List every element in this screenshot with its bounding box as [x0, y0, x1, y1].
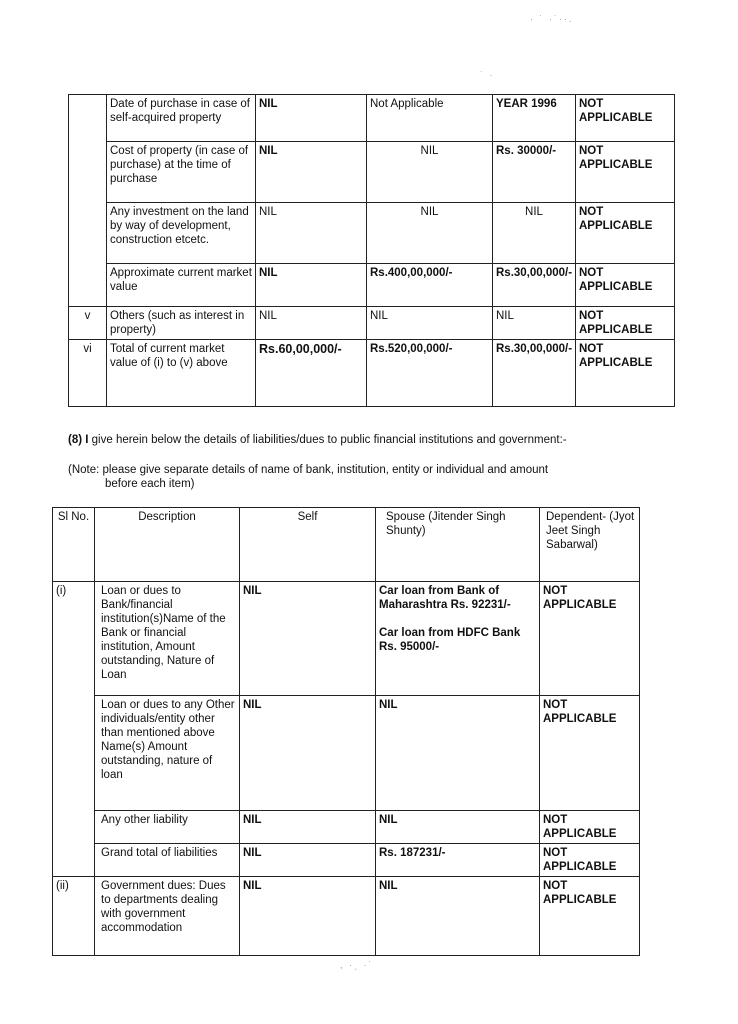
section-heading-text: give herein below the details of liabilities/dues to public financial institutions and government:- [88, 434, 567, 446]
table-row [53, 696, 640, 811]
spouse-loan-1: Car loan from Bank of Maharashtra Rs. 92231/- [379, 585, 511, 611]
dependent1-cell: Rs. 30000/- [493, 142, 576, 203]
spouse-cell: Rs.400,00,000/- [367, 264, 493, 307]
header-sl: Sl No. [53, 508, 95, 582]
spouse-cell: NIL [367, 307, 493, 340]
dependent2-cell: NOT APPLICABLE [576, 142, 675, 203]
sl-cell: v [69, 307, 107, 340]
dependent2-cell: NOT APPLICABLE [576, 95, 675, 142]
scan-mark: · ˙ ·˙··. [530, 14, 574, 24]
description-cell: Grand total of liabilities [95, 844, 240, 877]
table-row [53, 844, 640, 877]
spouse-cell: NIL [376, 877, 540, 956]
spouse-cell: NIL [376, 811, 540, 844]
table-row [53, 877, 640, 956]
dependent-cell: NOT APPLICABLE [540, 877, 640, 956]
property-table [68, 94, 675, 407]
table-row [69, 95, 675, 142]
description-cell: Cost of property (in case of purchase) at the time of purchase [107, 142, 256, 203]
self-cell: NIL [256, 95, 367, 142]
sl-cell: (ii) [53, 877, 95, 956]
self-cell: Rs.60,00,000/- [256, 340, 367, 407]
section-8-heading [68, 433, 567, 447]
dependent1-cell: NIL [493, 307, 576, 340]
header-dependent: Dependent- (Jyot Jeet Singh Sabarwal) [540, 508, 640, 582]
self-cell: NIL [256, 203, 367, 264]
dependent1-cell: YEAR 1996 [493, 95, 576, 142]
scan-mark: ˙ · [480, 70, 495, 80]
liabilities-table [52, 507, 640, 956]
spouse-loan-2: Car loan from HDFC Bank Rs. 95000/- [379, 627, 521, 653]
table-row [53, 582, 640, 696]
spouse-cell: NIL [367, 142, 493, 203]
dependent1-cell: Rs.30,00,000/- [493, 340, 576, 407]
self-cell: NIL [240, 696, 376, 811]
scan-mark: , ·ˏ ·˙ [340, 960, 374, 970]
spouse-cell: Rs. 187231/- [376, 844, 540, 877]
spouse-cell: NIL [367, 203, 493, 264]
header-self: Self [240, 508, 376, 582]
table-row [69, 203, 675, 264]
description-cell: Approximate current market value [107, 264, 256, 307]
dependent-cell: NOT APPLICABLE [540, 844, 640, 877]
header-spouse: Spouse (Jitender Singh Shunty) [376, 508, 540, 582]
self-cell: NIL [240, 844, 376, 877]
sl-cell: (i) [53, 582, 95, 696]
description-cell: Loan or dues to any Other individuals/entity other than mentioned above Name(s) Amount outstanding, nature of loan [95, 696, 240, 811]
section-number: (8) I [68, 434, 89, 446]
table-row [69, 142, 675, 203]
dependent-cell: NOT APPLICABLE [540, 696, 640, 811]
header-description: Description [95, 508, 240, 582]
note-line-1: (Note: please give separate details of name of bank, institution, entity or individual and amount [68, 464, 549, 476]
sl-cell [53, 844, 95, 877]
spouse-cell: Rs.520,00,000/- [367, 340, 493, 407]
self-cell: NIL [240, 877, 376, 956]
description-cell: Loan or dues to Bank/financial institution(s)Name of the Bank or financial institution, Amount outstanding, Nature of Loan [95, 582, 240, 696]
self-cell: NIL [256, 264, 367, 307]
description-cell: Government dues: Dues to departments dealing with government accommodation [95, 877, 240, 956]
description-cell: Total of current market value of (i) to (v) above [107, 340, 256, 407]
self-cell: NIL [256, 307, 367, 340]
self-cell: NIL [240, 582, 376, 696]
dependent1-cell: NIL [493, 203, 576, 264]
dependent1-cell: Rs.30,00,000/- [493, 264, 576, 307]
table-row [69, 340, 675, 407]
sl-cell [53, 811, 95, 844]
sl-cell [69, 264, 107, 307]
self-cell: NIL [256, 142, 367, 203]
table-header-row [53, 508, 640, 582]
description-cell: Any investment on the land by way of development, construction etcetc. [107, 203, 256, 264]
dependent2-cell: NOT APPLICABLE [576, 203, 675, 264]
description-cell: Any other liability [95, 811, 240, 844]
dependent2-cell: NOT APPLICABLE [576, 307, 675, 340]
dependent-cell: NOT APPLICABLE [540, 811, 640, 844]
table-row [53, 811, 640, 844]
sl-cell: vi [69, 340, 107, 407]
note-line-2: before each item) [105, 478, 195, 490]
spouse-cell: Not Applicable [367, 95, 493, 142]
dependent2-cell: NOT APPLICABLE [576, 340, 675, 407]
sl-cell [69, 95, 107, 142]
description-cell: Date of purchase in case of self-acquired property [107, 95, 256, 142]
sl-cell [69, 203, 107, 264]
description-cell: Others (such as interest in property) [107, 307, 256, 340]
spouse-cell [376, 582, 540, 696]
table-row [69, 307, 675, 340]
sl-cell [69, 142, 107, 203]
self-cell: NIL [240, 811, 376, 844]
dependent-cell: NOT APPLICABLE [540, 582, 640, 696]
spouse-cell: NIL [376, 696, 540, 811]
dependent2-cell: NOT APPLICABLE [576, 264, 675, 307]
table-row [69, 264, 675, 307]
sl-cell [53, 696, 95, 811]
